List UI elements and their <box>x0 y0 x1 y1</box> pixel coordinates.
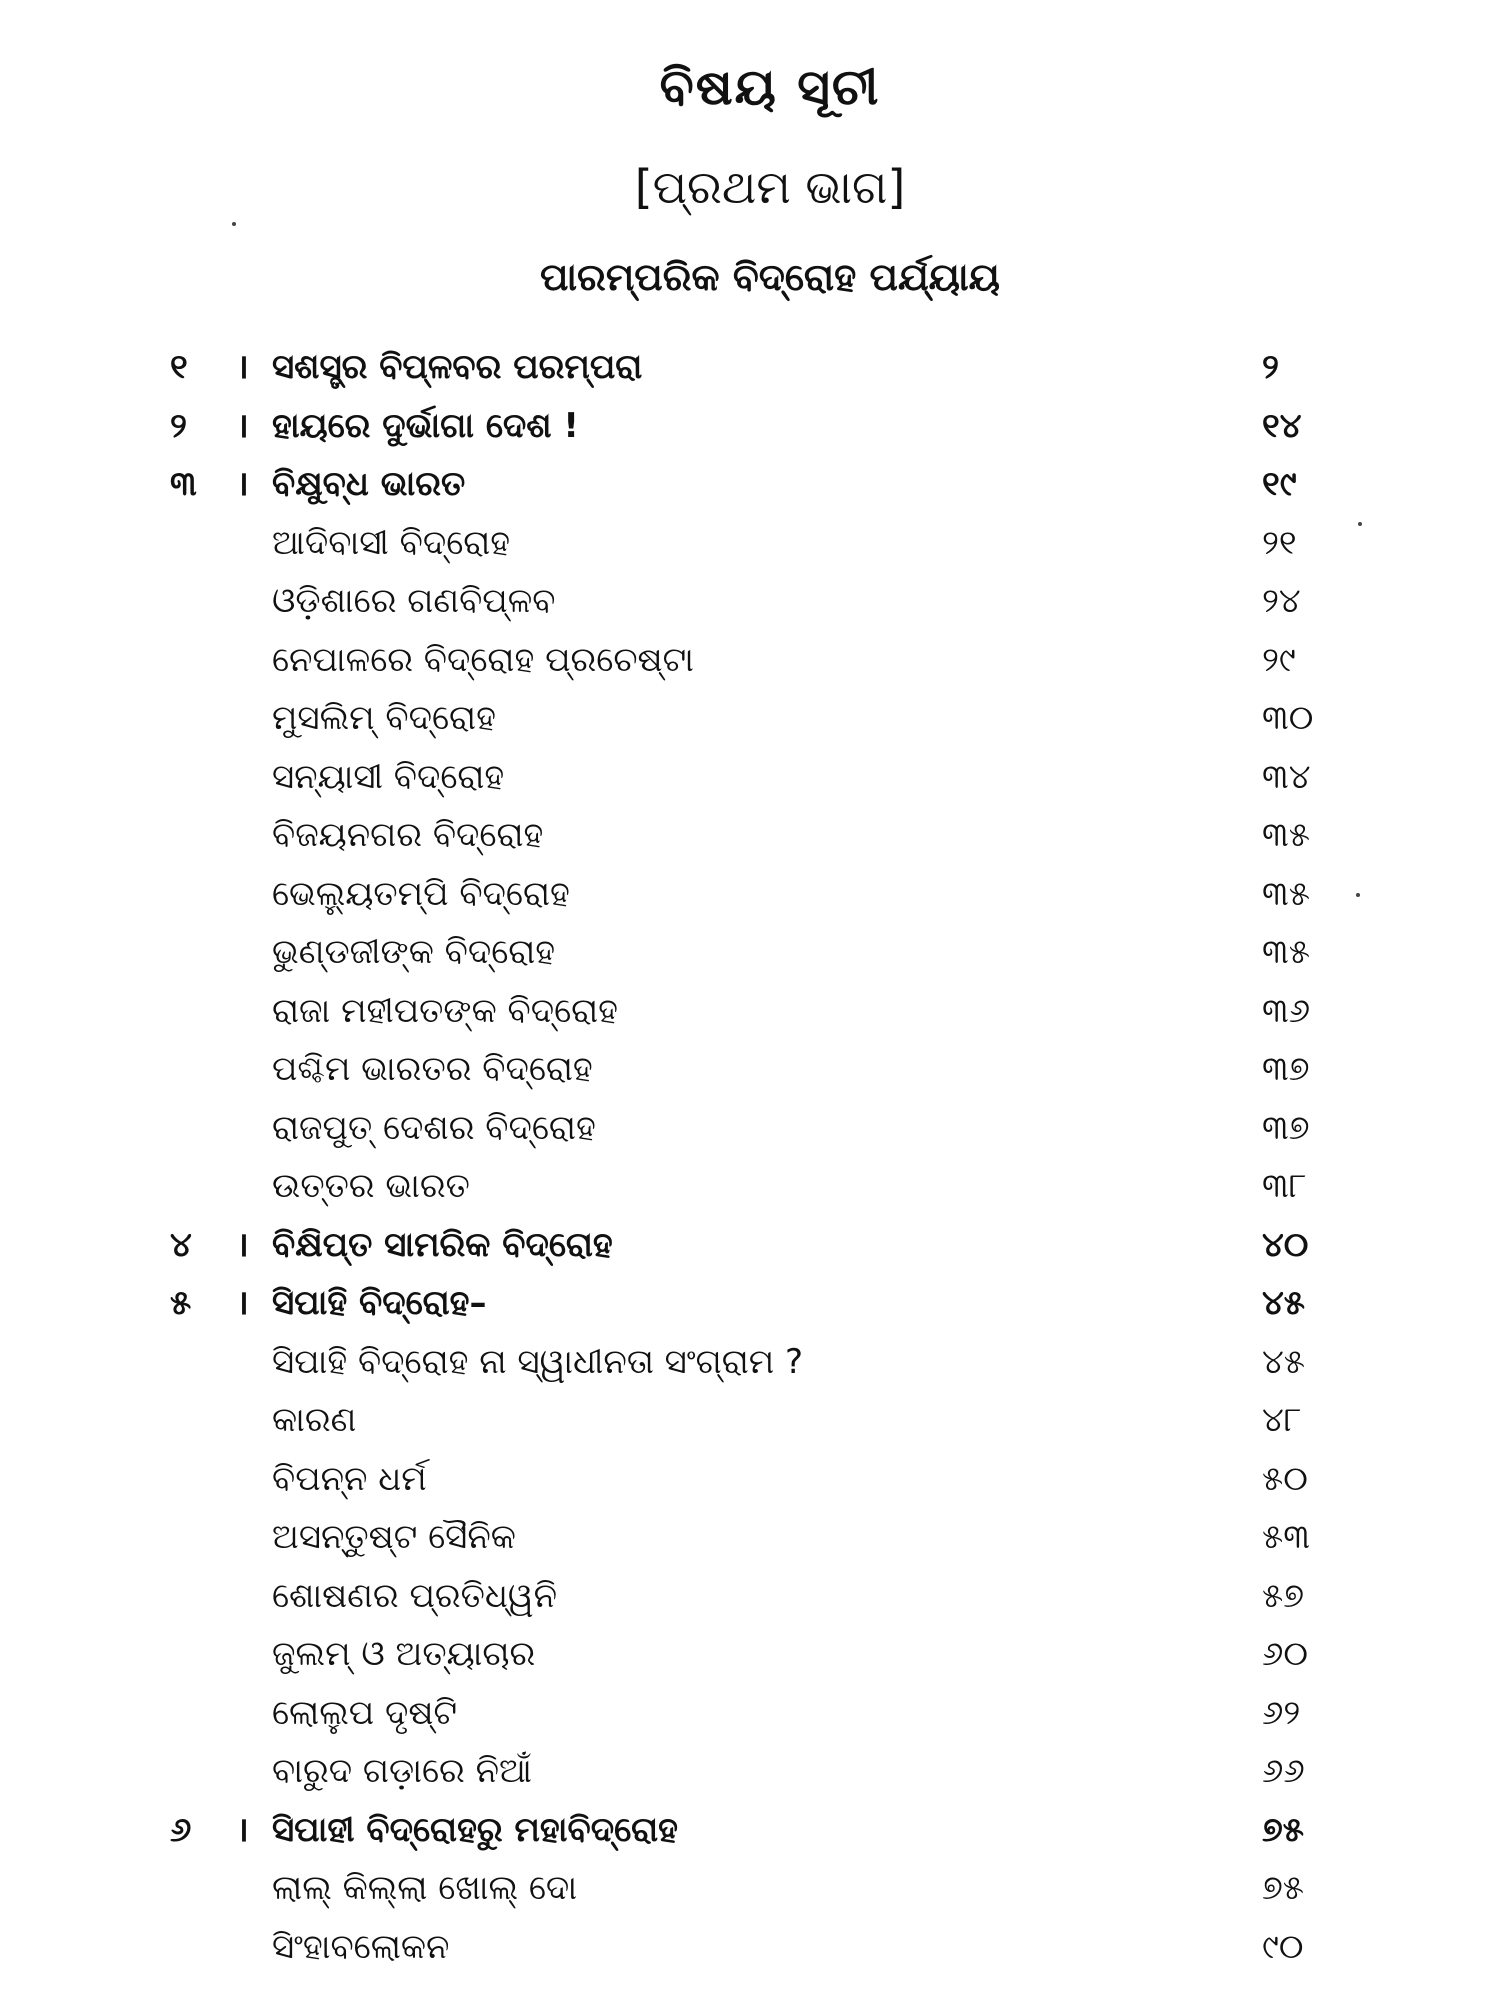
toc-subsection-row <box>0 1742 1500 1801</box>
page-number: ୩୫ <box>1262 815 1310 855</box>
section-heading: ପାରମ୍ପରିକ ବିଦ୍ରୋହ ପର୍ଯ୍ୟାୟ <box>539 255 1001 299</box>
toc-subsection-row <box>0 514 1500 573</box>
chapter-number: ୩ <box>170 464 197 504</box>
page-number: ୨୪ <box>1262 581 1301 621</box>
subsection-title: ଭେଲୁ୍ୟତମ୍ପି ବିଦ୍ରୋହ <box>272 873 570 914</box>
subsection-title: ସନ୍ୟାସୀ ବିଦ୍ରୋହ <box>272 756 505 797</box>
print-speck <box>1356 893 1360 897</box>
toc-subsection-row <box>0 1625 1500 1684</box>
subsection-title: ଲୋଲୁପ ଦୃଷ୍ଟି <box>272 1692 458 1733</box>
toc-chapter-row <box>0 1274 1500 1333</box>
page-number: ୨୯ <box>1262 639 1296 680</box>
page-number: ୩୮ <box>1262 1166 1307 1206</box>
subsection-title: ଆଦିବାସୀ ବିଦ୍ରୋହ <box>272 522 511 563</box>
page-number: ୭୫ <box>1262 1809 1305 1850</box>
subsection-title: ଉତ୍ତର ଭାରତ <box>272 1166 470 1206</box>
toc-subsection-row <box>0 982 1500 1041</box>
subsection-title: ଜୁଲମ୍ ଓ ଅତ୍ୟାଚାର <box>272 1634 536 1674</box>
page-number: ୩୫ <box>1262 873 1310 914</box>
toc-chapter-row <box>0 455 1500 514</box>
page-number: ୬୨ <box>1262 1692 1301 1733</box>
toc-subsection-row <box>0 923 1500 982</box>
toc-chapter-row <box>0 397 1500 456</box>
subsection-title: ଅସନ୍ତୁଷ୍ଟ ସୈନିକ <box>272 1517 516 1557</box>
chapter-number: ୫ <box>170 1283 192 1323</box>
page-title: ବିଷୟ ସୂଚୀ <box>659 58 881 116</box>
toc-subsection-row <box>0 865 1500 924</box>
chapter-title: ସିପାହି ବିଦ୍ରୋହ– <box>272 1283 487 1323</box>
subsection-title: ରାଜା ମହୀପତଙ୍କ ବିଦ୍ରୋହ <box>272 990 618 1031</box>
chapter-title: ବିକ୍ଷିପ୍ତ ସାମରିକ ବିଦ୍ରୋହ <box>272 1224 613 1265</box>
toc-subsection-row <box>0 1450 1500 1509</box>
page-number: ୩୬ <box>1262 990 1311 1031</box>
toc-subsection-row <box>0 689 1500 748</box>
chapter-title: ସିପାହୀ ବିଦ୍ରୋହରୁ ମହାବିଦ୍ରୋହ <box>272 1809 678 1850</box>
chapter-title: ସଶସ୍ତ୍ର ବିପ୍ଳବର ପରମ୍ପରା <box>272 347 643 387</box>
page-number: ୩୪ <box>1262 756 1311 797</box>
page-number: ୭୫ <box>1262 1868 1305 1908</box>
chapter-separator: । <box>236 464 249 504</box>
subsection-title: କାରଣ <box>272 1400 357 1440</box>
toc-subsection-row <box>0 1099 1500 1158</box>
chapter-separator: । <box>236 347 249 387</box>
toc-chapter-row <box>0 1216 1500 1275</box>
subsection-title: ପଶ୍ଚିମ ଭାରତର ବିଦ୍ରୋହ <box>272 1049 593 1089</box>
chapter-title: ବିକ୍ଷୁବ୍ଧ ଭାରତ <box>272 464 466 504</box>
toc-subsection-row <box>0 1918 1500 1977</box>
page-number: ୫୭ <box>1262 1575 1305 1616</box>
page-number: ୩୭ <box>1262 1049 1310 1089</box>
print-speck <box>232 222 236 226</box>
toc-subsection-row <box>0 1040 1500 1099</box>
page-number: ୩୦ <box>1262 698 1314 738</box>
chapter-separator: । <box>236 1283 249 1323</box>
subsection-title: ବିଜୟନଗର ବିଦ୍ରୋହ <box>272 815 544 855</box>
toc-subsection-row <box>0 1508 1500 1567</box>
page-number: ୧୯ <box>1262 464 1297 504</box>
chapter-separator: । <box>236 1809 249 1850</box>
page-number: ୪୦ <box>1262 1224 1309 1265</box>
page-number: ୯୦ <box>1262 1926 1304 1967</box>
page-number: ୪୫ <box>1262 1283 1306 1323</box>
subsection-title: ଶୋଷଣର ପ୍ରତିଧ୍ୱନି <box>272 1575 558 1616</box>
toc-subsection-row <box>0 631 1500 690</box>
subsection-title: ଲାଲ୍ କିଲ୍ଲା ଖୋଲ୍ ଦୋ <box>272 1868 578 1908</box>
chapter-separator: । <box>236 1224 249 1265</box>
toc-chapter-row <box>0 338 1500 397</box>
subsection-title: ବାରୁଦ ଗଡ଼ାରେ ନିଆଁ <box>272 1751 532 1791</box>
chapter-number: ୧ <box>170 347 188 387</box>
print-speck <box>1358 522 1362 526</box>
toc-subsection-row <box>0 572 1500 631</box>
toc-subsection-row <box>0 1157 1500 1216</box>
chapter-separator: । <box>236 405 249 446</box>
toc-subsection-row <box>0 748 1500 807</box>
page-number: ୬୬ <box>1262 1751 1305 1791</box>
page-number: ୪୫ <box>1262 1341 1306 1382</box>
page-number: ୫୩ <box>1262 1517 1310 1557</box>
chapter-title: ହାୟରେ ଦୁର୍ଭାଗା ଦେଶ ! <box>272 405 579 446</box>
subsection-title: ଓଡ଼ିଶାରେ ଗଣବିପ୍ଳବ <box>272 581 556 621</box>
page-number: ୬୦ <box>1262 1634 1308 1674</box>
chapter-number: ୪ <box>170 1224 192 1265</box>
toc-subsection-row <box>0 1391 1500 1450</box>
table-of-contents <box>0 338 1500 1976</box>
page-number: ୨ <box>1262 347 1279 387</box>
page-number: ୩୭ <box>1262 1107 1310 1148</box>
page-number: ୨୧ <box>1262 522 1297 563</box>
toc-chapter-row <box>0 1801 1500 1860</box>
subsection-title: ରାଜପୁତ୍ ଦେଶର ବିଦ୍ରୋହ <box>272 1107 596 1148</box>
toc-subsection-row <box>0 1333 1500 1392</box>
toc-subsection-row <box>0 1567 1500 1626</box>
page-number: ୩୫ <box>1262 932 1310 972</box>
chapter-number: ୨ <box>170 405 187 446</box>
part-heading: [ପ୍ରଥମ ଭାଗ] <box>634 160 906 214</box>
subsection-title: ଭୁଣ୍ଡଜୀଙ୍କ ବିଦ୍ରୋହ <box>272 932 556 972</box>
toc-subsection-row <box>0 1684 1500 1743</box>
page-number: ୧୪ <box>1262 405 1302 446</box>
toc-subsection-row <box>0 806 1500 865</box>
page-number: ୪୮ <box>1262 1400 1302 1440</box>
subsection-title: ନେପାଳରେ ବିଦ୍ରୋହ ପ୍ରଚେଷ୍ଟା <box>272 639 694 680</box>
subsection-title: ସିଂହାବଲୋକନ <box>272 1926 450 1967</box>
subsection-title: ମୁସଲିମ୍ ବିଦ୍ରୋହ <box>272 698 496 738</box>
chapter-number: ୬ <box>170 1809 192 1850</box>
toc-subsection-row <box>0 1859 1500 1918</box>
subsection-title: ବିପନ୍ନ ଧର୍ମ <box>272 1458 427 1499</box>
page-number: ୫୦ <box>1262 1458 1308 1499</box>
subsection-title: ସିପାହି ବିଦ୍ରୋହ ନା ସ୍ୱାଧୀନତା ସଂଗ୍ରାମ ? <box>272 1341 804 1382</box>
